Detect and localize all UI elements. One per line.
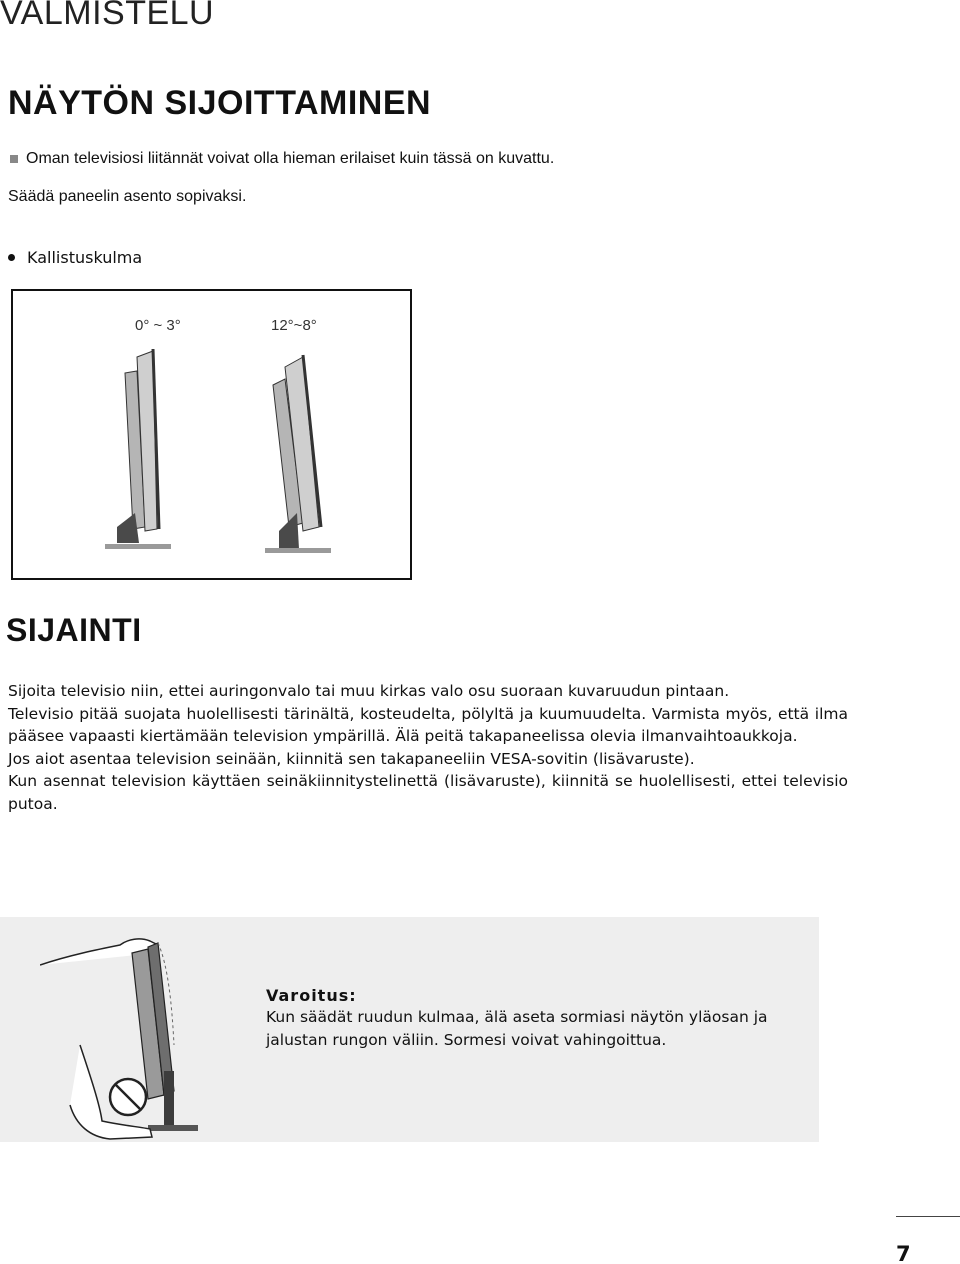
warning-title: Varoitus: — [266, 986, 357, 1005]
location-title: SIJAINTI — [6, 612, 142, 648]
page-title: NÄYTÖN SIJOITTAMINEN — [8, 84, 432, 122]
location-paragraph: Sijoita televisio niin, ettei auringonvalo tai muu kirkas valo osu suoraan kuvaruudun pintaan. — [8, 682, 730, 700]
angle-label-back: 12°~8° — [271, 317, 317, 334]
location-paragraph: Televisio pitää suojata huolellisesti tärinältä, kosteudelta, pölyltä ja kuumuudelta. Varmista myös, että ilma pääsee vapaasti kiertämään television ympärillä. Älä peitä takapaneelissa olevia ilmanvaihtoaukkoja. — [8, 704, 848, 746]
warning-panel — [0, 917, 819, 1142]
tilt-heading-label: Kallistuskulma — [27, 248, 143, 267]
intro-text: Säädä paneelin asento sopivaksi. — [8, 188, 247, 205]
location-paragraph: Jos aiot asentaa television seinään, kiinnitä sen takapaneeliin VESA-sovitin (lisävaruste). — [8, 749, 695, 768]
angle-label-front: 0° ~ 3° — [135, 317, 181, 334]
tilt-angle-figure — [11, 289, 412, 580]
section-tab: VALMISTELU — [0, 0, 215, 32]
page-number-rule — [896, 1216, 960, 1217]
square-bullet-icon — [10, 155, 18, 163]
hand-pinch-warning-illustration — [40, 925, 230, 1141]
note-text: Oman televisiosi liitännät voivat olla hieman erilaiset kuin tässä on kuvattu. — [26, 150, 555, 167]
tv-tilted-back — [265, 355, 331, 553]
tilt-heading — [8, 248, 142, 267]
warning-text: Kun säädät ruudun kulmaa, älä aseta sormiasi näytön yläosan ja jalustan rungon väliin. Sormesi voivat vahingoittua. — [266, 1008, 768, 1049]
tv-tilted-forward — [105, 349, 171, 549]
note — [10, 150, 554, 168]
bullet-dot-icon — [8, 254, 15, 261]
location-body — [8, 680, 848, 816]
tv-side-illustration — [13, 291, 410, 578]
page-number: 7 — [896, 1242, 911, 1264]
location-paragraph: Kun asennat television käyttäen seinäkiinnitystelinettä (lisävaruste), kiinnitä se huolellisesti, ettei televisio putoa. — [8, 772, 848, 813]
